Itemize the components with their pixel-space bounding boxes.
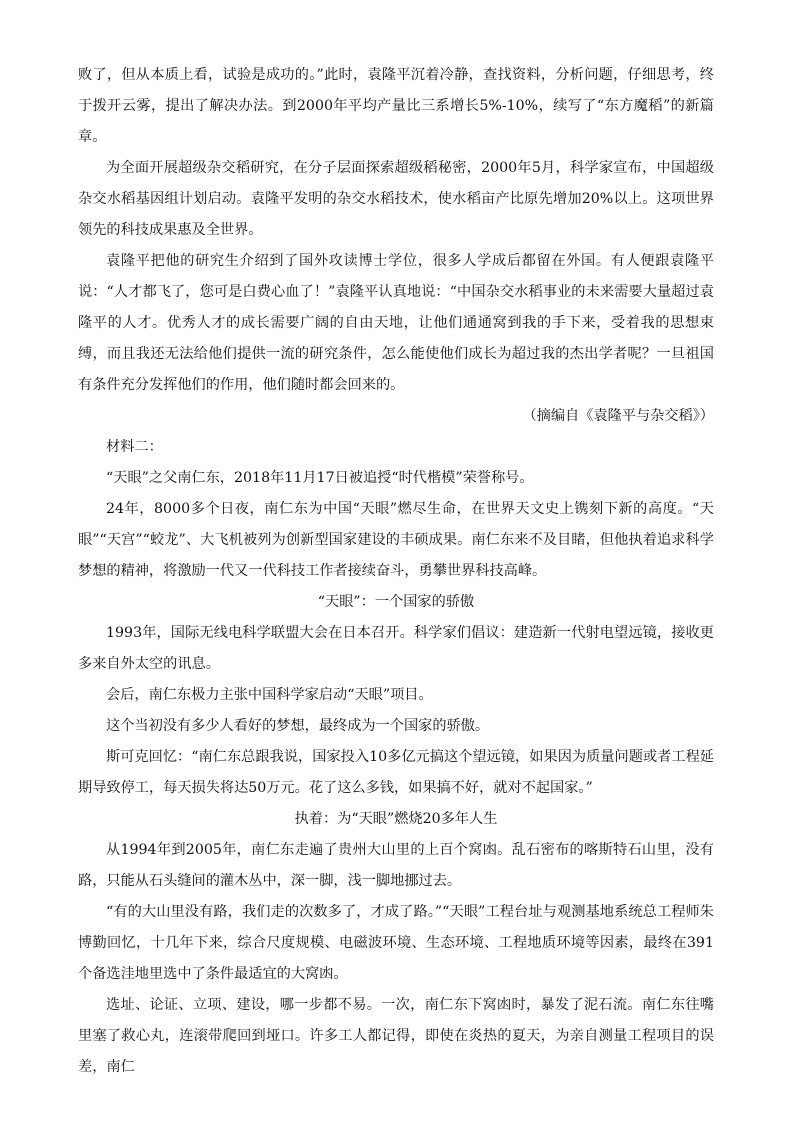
source-citation: （摘编自《袁隆平与杂交稻》） — [522, 408, 714, 424]
paragraph-12: 选址、论证、立项、建设，哪一步都不易。一次，南仁东下窝凼时，暴发了泥石流。南仁东往嘴里塞了救心丸，连滚带爬回到垭口。许多工人都记得，即使在炎热的夏天，为亲自测量工程项目的误差，南仁 — [78, 997, 714, 1075]
paragraph-3: 袁隆平把他的研究生介绍到了国外攻读博士学位，很多人学成后都留在外国。有人便跟袁隆平说：“人才都飞了，您可是白费心血了！”袁隆平认真地说：“中国杂交水稻事业的未来需要大量超过袁隆平的人才。优秀人才的成长需要广阔的自由天地，让他们通通窝到我的手下来，受着我的思想束缚，而且我还无法给他们提供一流的研究条件，怎么能使他们成长为超过我的杰出学者呢？一旦祖国有条件充分发挥他们的作用，他们随时都会回来的。 — [78, 253, 714, 393]
paragraph-1: 败了，但从本质上看，试验是成功的。”此时，袁隆平沉着冷静，查找资料，分析问题，仔细思考，终于拨开云雾，提出了解决办法。到2000年平均产量比三系增长5%-10%，续写了“东方魔稻”的新篇章。 — [78, 67, 714, 145]
document-page — [78, 60, 714, 1083]
section-title-persistence: 执着：为“天眼”燃烧20多年人生 — [294, 811, 498, 827]
paragraph-6: 1993年，国际无线电科学联盟大会在日本召开。科学家们倡议：建造新一代射电望远镜，接收更多来自外太空的讯息。 — [78, 625, 714, 672]
paragraph-2: 为全面开展超级杂交稻研究，在分子层面探索超级稻秘密，2000年5月，科学家宣布，中国超级杂交水稻基因组计划启动。袁隆平发明的杂交水稻技术，使水稻亩产比原先增加20%以上。这项世界领先的科技成果惠及全世界。 — [78, 160, 714, 238]
paragraph-11: “有的大山里没有路，我们走的次数多了，才成了路。”“天眼”工程台址与观测基地系统总工程师朱博勤回忆，十几年下来，综合尺度规模、电磁波环境、生态环境、工程地质环境等因素，最终在391个备选洼地里选中了条件最适宜的大窝凼。 — [78, 904, 714, 982]
paragraph-9: 斯可克回忆：“南仁东总跟我说，国家投入10多亿元搞这个望远镜，如果因为质量问题或者工程延期导致停工，每天损失将达50万元。花了这么多钱，如果搞不好，就对不起国家。” — [78, 749, 714, 796]
paragraph-10: 从1994年到2005年，南仁东走遍了贵州大山里的上百个窝凼。乱石密布的喀斯特石山里，没有路，只能从石头缝间的灌木丛中，深一脚，浅一脚地挪过去。 — [78, 842, 714, 889]
paragraph-5: 24年，8000多个日夜，南仁东为中国“天眼”燃尽生命，在世界天文史上镌刻下新的高度。“天眼”“天宫”“蛟龙”、大飞机被列为创新型国家建设的丰硕成果。南仁东来不及目睹，但他执着追求科学梦想的精神，将激励一代又一代科技工作者接续奋斗，勇攀世界科技高峰。 — [78, 501, 714, 579]
section-title-pride: “天眼”：一个国家的骄傲 — [317, 594, 475, 610]
paragraph-7: 会后，南仁东极力主张中国科学家启动“天眼”项目。 — [106, 687, 433, 703]
paragraph-4: “天眼”之父南仁东，2018年11月17日被追授“时代楷模”荣誉称号。 — [106, 470, 534, 486]
material-two-heading: 材料二： — [106, 439, 163, 455]
paragraph-8: 这个当初没有多少人看好的梦想，最终成为一个国家的骄傲。 — [106, 718, 490, 734]
